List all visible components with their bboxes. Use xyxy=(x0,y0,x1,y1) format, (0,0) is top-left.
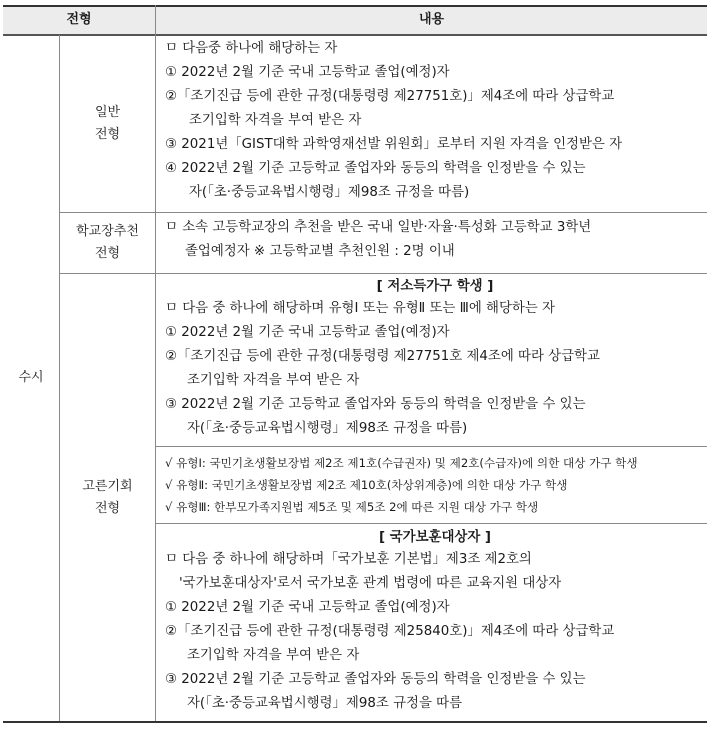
content-line: 자(「초·중등교육법시행령」제98조 규정을 따름) xyxy=(187,421,468,436)
admission-table xyxy=(3,5,707,723)
row-label-general xyxy=(60,35,155,212)
veterans-section xyxy=(165,528,705,720)
row1-bottom-border xyxy=(59,212,707,213)
category-cell xyxy=(3,35,59,721)
content-line: ②「조기진급 등에 관한 규정(대통령령 제27751호)」제4조에 따라 상급학교 xyxy=(165,89,615,104)
content-line: ②「조기진급 등에 관한 규정(대통령령 제27751호 제4조에 따라 상급학교 xyxy=(165,349,600,364)
table-bottom-border xyxy=(3,721,707,723)
section-title: [ 국가보훈대상자 ] xyxy=(378,530,492,545)
header-content-label: 내용 xyxy=(418,11,445,27)
type-line: √ 유형Ⅲ: 한부모가족지원법 제5조 및 제5조 2에 따른 지원 대상 가구 학생 xyxy=(165,500,539,514)
general-content xyxy=(165,39,705,211)
row-label-equal-opportunity xyxy=(60,274,155,721)
content-line: ① 2022년 2월 기준 국내 고등학교 졸업(예정)자 xyxy=(165,600,450,615)
content-line: 조기입학 자격을 부여 받은 자 xyxy=(189,113,362,128)
content-line: ㅁ 다음 중 하나에 해당하며「국가보훈 기본법」제3조 제2호의 xyxy=(165,552,532,567)
content-line: ① 2022년 2월 기준 국내 고등학교 졸업(예정)자 xyxy=(165,325,450,340)
row-label-line: 고른기회 xyxy=(82,478,133,494)
content-line: ③ 2022년 2월 기준 고등학교 졸업자와 동등의 학력을 인정받을 수 있는 xyxy=(165,397,586,412)
content-line: ③ 2022년 2월 기준 고등학교 졸업자와 동등의 학력을 인정받을 수 있는 xyxy=(165,672,586,687)
content-line: 자(「초·중등교육법시행령」제98조 규정을 따름 xyxy=(187,696,463,711)
section-separator xyxy=(156,446,707,447)
content-line: ④ 2022년 2월 기준 고등학교 졸업자와 동등의 학력을 인정받을 수 있는 xyxy=(165,161,586,176)
row-label-line: 전형 xyxy=(94,246,121,261)
row2-bottom-border xyxy=(59,273,707,274)
content-line: ③ 2021년「GIST대학 과학영재선발 위원회」로부터 지원 자격을 인정받은 자 xyxy=(165,137,623,152)
row-label-line: 학교장추천 xyxy=(76,224,139,239)
content-line: ① 2022년 2월 기준 국내 고등학교 졸업(예정)자 xyxy=(165,65,450,80)
low-income-section xyxy=(165,277,705,445)
principal-content xyxy=(165,218,705,270)
income-types-box xyxy=(165,451,705,521)
content-line: 자(「초·중등교육법시행령」제98조 규정을 따름) xyxy=(189,185,470,200)
type-line: √ 유형Ⅰ: 국민기초생활보장법 제2조 제1호(수급권자) 및 제2호(수급자)에 의한 대상 가구 학생 xyxy=(165,456,638,470)
category-label: 수시 xyxy=(18,370,44,385)
row-label-principal xyxy=(60,213,155,273)
header-type-label: 전형 xyxy=(66,11,92,27)
content-line: ②「조기진급 등에 관한 규정(대통령령 제25840호)」제4조에 따라 상급학교 xyxy=(165,624,615,639)
row-label-line: 일반 xyxy=(94,104,121,120)
content-line: ㅁ 다음 중 하나에 해당하며 유형Ⅰ 또는 유형Ⅱ 또는 Ⅲ에 해당하는 자 xyxy=(165,301,555,316)
type-line: √ 유형Ⅱ: 국민기초생활보장법 제2조 제10호(차상위계층)에 의한 대상 가구 학생 xyxy=(165,478,568,492)
content-line: 조기입학 자격을 부여 받은 자 xyxy=(187,648,360,663)
col-divider-2 xyxy=(155,5,156,721)
content-line: 졸업예정자 ※ 고등학교별 추천인원 : 2명 이내 xyxy=(185,244,455,259)
table-top-border xyxy=(3,5,707,7)
section-title: [ 저소득가구 학생 ] xyxy=(376,279,494,294)
content-line: ㅁ 소속 고등학교장의 추천을 받은 국내 일반·자율·특성화 고등학교 3학년 xyxy=(165,220,592,235)
header-cell-content xyxy=(156,5,707,34)
content-line: 조기입학 자격을 부여 받은 자 xyxy=(187,373,360,388)
types-bottom-border xyxy=(156,523,707,524)
row-label-line: 전형 xyxy=(94,500,121,516)
content-line: ㅁ 다음중 하나에 해당하는 자 xyxy=(165,41,338,56)
header-cell-type xyxy=(3,5,155,34)
row-label-line: 전형 xyxy=(94,126,121,142)
content-line: '국가보훈대상자'로서 국가보훈 관계 법령에 따른 교육지원 대상자 xyxy=(179,576,562,591)
